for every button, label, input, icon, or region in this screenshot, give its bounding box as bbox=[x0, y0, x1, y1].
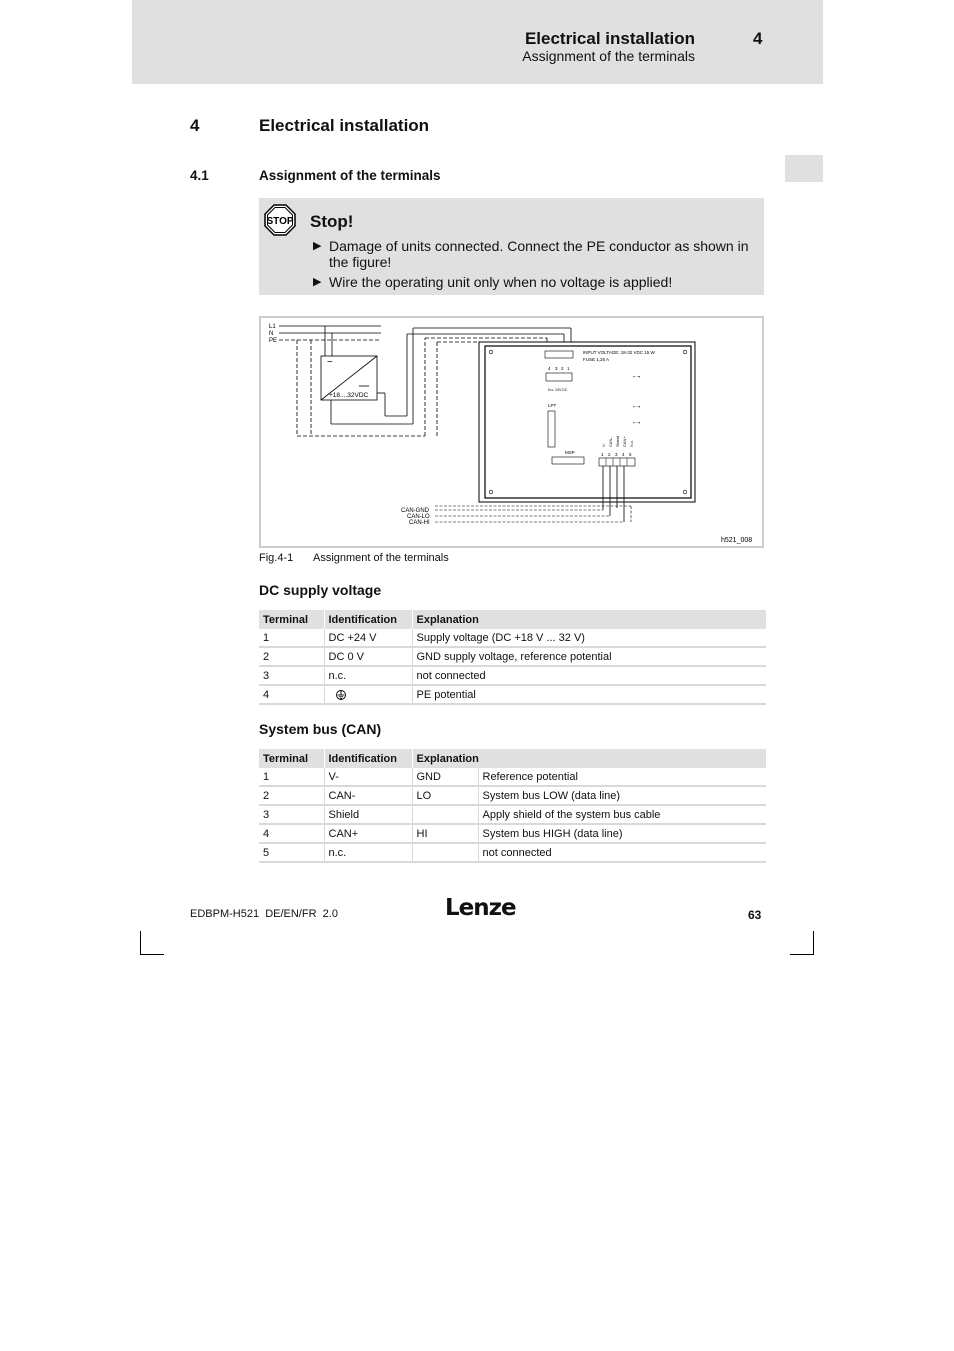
table-cell: CAN+ bbox=[324, 824, 412, 843]
input-voltage-label: INPUT VOLTAGE: 18-32 VDC 15 W bbox=[583, 350, 655, 355]
table-row bbox=[259, 843, 766, 862]
table-cell: CAN- bbox=[324, 786, 412, 805]
table-cell: 4 bbox=[259, 685, 324, 704]
document-id: EDBPM-H521 DE/EN/FR 2.0 bbox=[190, 908, 338, 920]
can-pin-label: CAN- bbox=[608, 437, 613, 447]
table-row bbox=[259, 647, 766, 666]
table-cell: DC 0 V bbox=[324, 647, 412, 666]
terminal-number: 3 bbox=[555, 366, 558, 371]
figure-caption-number: Fig.4-1 bbox=[259, 552, 294, 564]
psu-voltage-label: +18....32VDC bbox=[329, 392, 369, 399]
table-cell: LO bbox=[412, 786, 478, 805]
stop-icon-label: STOP bbox=[266, 216, 294, 227]
can-pin-label: CAN+ bbox=[622, 436, 627, 447]
page-number: 63 bbox=[748, 908, 762, 922]
table-row bbox=[259, 666, 766, 685]
figure-caption: Assignment of the terminals bbox=[313, 552, 449, 564]
table-cell: 2 bbox=[259, 647, 324, 666]
table-cell: Reference potential bbox=[478, 768, 766, 786]
crop-mark bbox=[140, 954, 164, 955]
svg-text:⌐ ¬: ⌐ ¬ bbox=[633, 374, 641, 380]
table-cell: PE potential bbox=[412, 685, 766, 704]
dc-supply-table bbox=[259, 610, 766, 705]
crop-mark bbox=[790, 954, 814, 955]
section-title: Electrical installation bbox=[259, 116, 430, 135]
table-cell bbox=[324, 685, 412, 704]
table-cell: 2 bbox=[259, 786, 324, 805]
mains-label-n: N bbox=[269, 331, 274, 337]
table-cell: n.c. bbox=[324, 666, 412, 685]
table-cell: V- bbox=[324, 768, 412, 786]
table-cell: System bus LOW (data line) bbox=[478, 786, 766, 805]
section-number: 4 bbox=[190, 116, 200, 135]
table-cell: 3 bbox=[259, 666, 324, 685]
can-wire-label: CAN-LO bbox=[407, 514, 430, 520]
subsection-title: Assignment of the terminals bbox=[259, 168, 441, 183]
can-pin-label: Shield bbox=[615, 435, 620, 447]
can-wire-label: CAN-HI bbox=[409, 520, 430, 526]
table-cell bbox=[412, 843, 478, 862]
bullet-arrow-icon: ▶ bbox=[313, 276, 322, 288]
system-bus-table bbox=[259, 749, 766, 863]
table-row bbox=[259, 685, 766, 704]
lenze-logo: Lenze bbox=[445, 895, 516, 921]
stop-bullet bbox=[313, 238, 753, 270]
column-header: Identification bbox=[324, 610, 412, 629]
table-row bbox=[259, 786, 766, 805]
table-cell: GND bbox=[412, 768, 478, 786]
header-title: Electrical installation bbox=[524, 29, 695, 48]
terminal-number: 1 bbox=[567, 366, 570, 371]
stop-bullet bbox=[313, 274, 753, 290]
header-subtitle: Assignment of the terminals bbox=[522, 48, 695, 64]
column-header: Explanation bbox=[412, 610, 766, 629]
table-cell: n.c. bbox=[324, 843, 412, 862]
can-pin-number: 4 bbox=[622, 452, 625, 457]
stop-title: Stop! bbox=[310, 212, 354, 231]
chapter-tab bbox=[785, 155, 823, 182]
table-cell: 5 bbox=[259, 843, 324, 862]
stop-bullet-text: Damage of units connected. Connect the PE conductor as shown in the figure! bbox=[329, 238, 749, 270]
can-pin-number: 3 bbox=[615, 452, 618, 457]
fuse-label: FUSE 1,25 A bbox=[583, 357, 610, 362]
table-cell: Supply voltage (DC +18 V ... 32 V) bbox=[412, 629, 766, 647]
table-row bbox=[259, 824, 766, 843]
can-wire-label: CAN-GND bbox=[401, 508, 429, 514]
can-pin-label: V- bbox=[601, 443, 606, 447]
table-cell: Shield bbox=[324, 805, 412, 824]
can-pin-number: 2 bbox=[608, 452, 611, 457]
figure-id: h521_008 bbox=[721, 537, 753, 544]
can-pin-number: 5 bbox=[629, 452, 632, 457]
crop-mark bbox=[140, 931, 141, 955]
table-cell: DC +24 V bbox=[324, 629, 412, 647]
table-cell: GND supply voltage, reference potential bbox=[412, 647, 766, 666]
crop-mark bbox=[813, 931, 814, 955]
table-cell: 4 bbox=[259, 824, 324, 843]
terminal-number: 2 bbox=[561, 366, 564, 371]
header-chapter-number: 4 bbox=[753, 29, 763, 48]
column-header: Terminal bbox=[259, 610, 324, 629]
table-cell: System bus HIGH (data line) bbox=[478, 824, 766, 843]
stop-bullet-text: Wire the operating unit only when no voltage is applied! bbox=[329, 274, 673, 290]
table-row bbox=[259, 805, 766, 824]
table-cell: Apply shield of the system bus cable bbox=[478, 805, 766, 824]
lpt-label: LPT bbox=[548, 403, 557, 408]
table-row bbox=[259, 629, 766, 647]
svg-text:⌐ ¬: ⌐ ¬ bbox=[633, 420, 641, 426]
column-header: Identification bbox=[324, 749, 412, 768]
page-header bbox=[132, 0, 823, 84]
table-header-row bbox=[259, 749, 766, 768]
terminal-number: 4 bbox=[548, 366, 551, 371]
table-cell: not connected bbox=[412, 666, 766, 685]
bullet-arrow-icon: ▶ bbox=[313, 240, 322, 252]
power-terminal-text: N.c. 24V DC bbox=[548, 388, 568, 392]
svg-text:⌐ ¬: ⌐ ¬ bbox=[633, 404, 641, 410]
table-cell bbox=[412, 805, 478, 824]
msp-label: MSP bbox=[565, 450, 575, 455]
can-pin-label: N.c. bbox=[629, 439, 634, 447]
ground-icon bbox=[335, 689, 347, 701]
table-cell: 3 bbox=[259, 805, 324, 824]
stop-icon bbox=[264, 204, 296, 236]
column-header: Terminal bbox=[259, 749, 324, 768]
dc-supply-heading: DC supply voltage bbox=[259, 582, 382, 598]
column-header: Explanation bbox=[412, 749, 766, 768]
subsection-number: 4.1 bbox=[190, 168, 209, 183]
table-cell: HI bbox=[412, 824, 478, 843]
wiring-diagram bbox=[261, 318, 762, 546]
table-header-row bbox=[259, 610, 766, 629]
can-pin-number: 1 bbox=[601, 452, 604, 457]
mains-label-l1: L1 bbox=[269, 324, 276, 330]
table-cell: 1 bbox=[259, 629, 324, 647]
psu-ac-symbol: ~ bbox=[327, 357, 333, 368]
mains-label-pe: PE bbox=[269, 338, 278, 344]
table-cell: 1 bbox=[259, 768, 324, 786]
table-row bbox=[259, 768, 766, 786]
table-cell: not connected bbox=[478, 843, 766, 862]
system-bus-heading: System bus (CAN) bbox=[259, 721, 382, 737]
